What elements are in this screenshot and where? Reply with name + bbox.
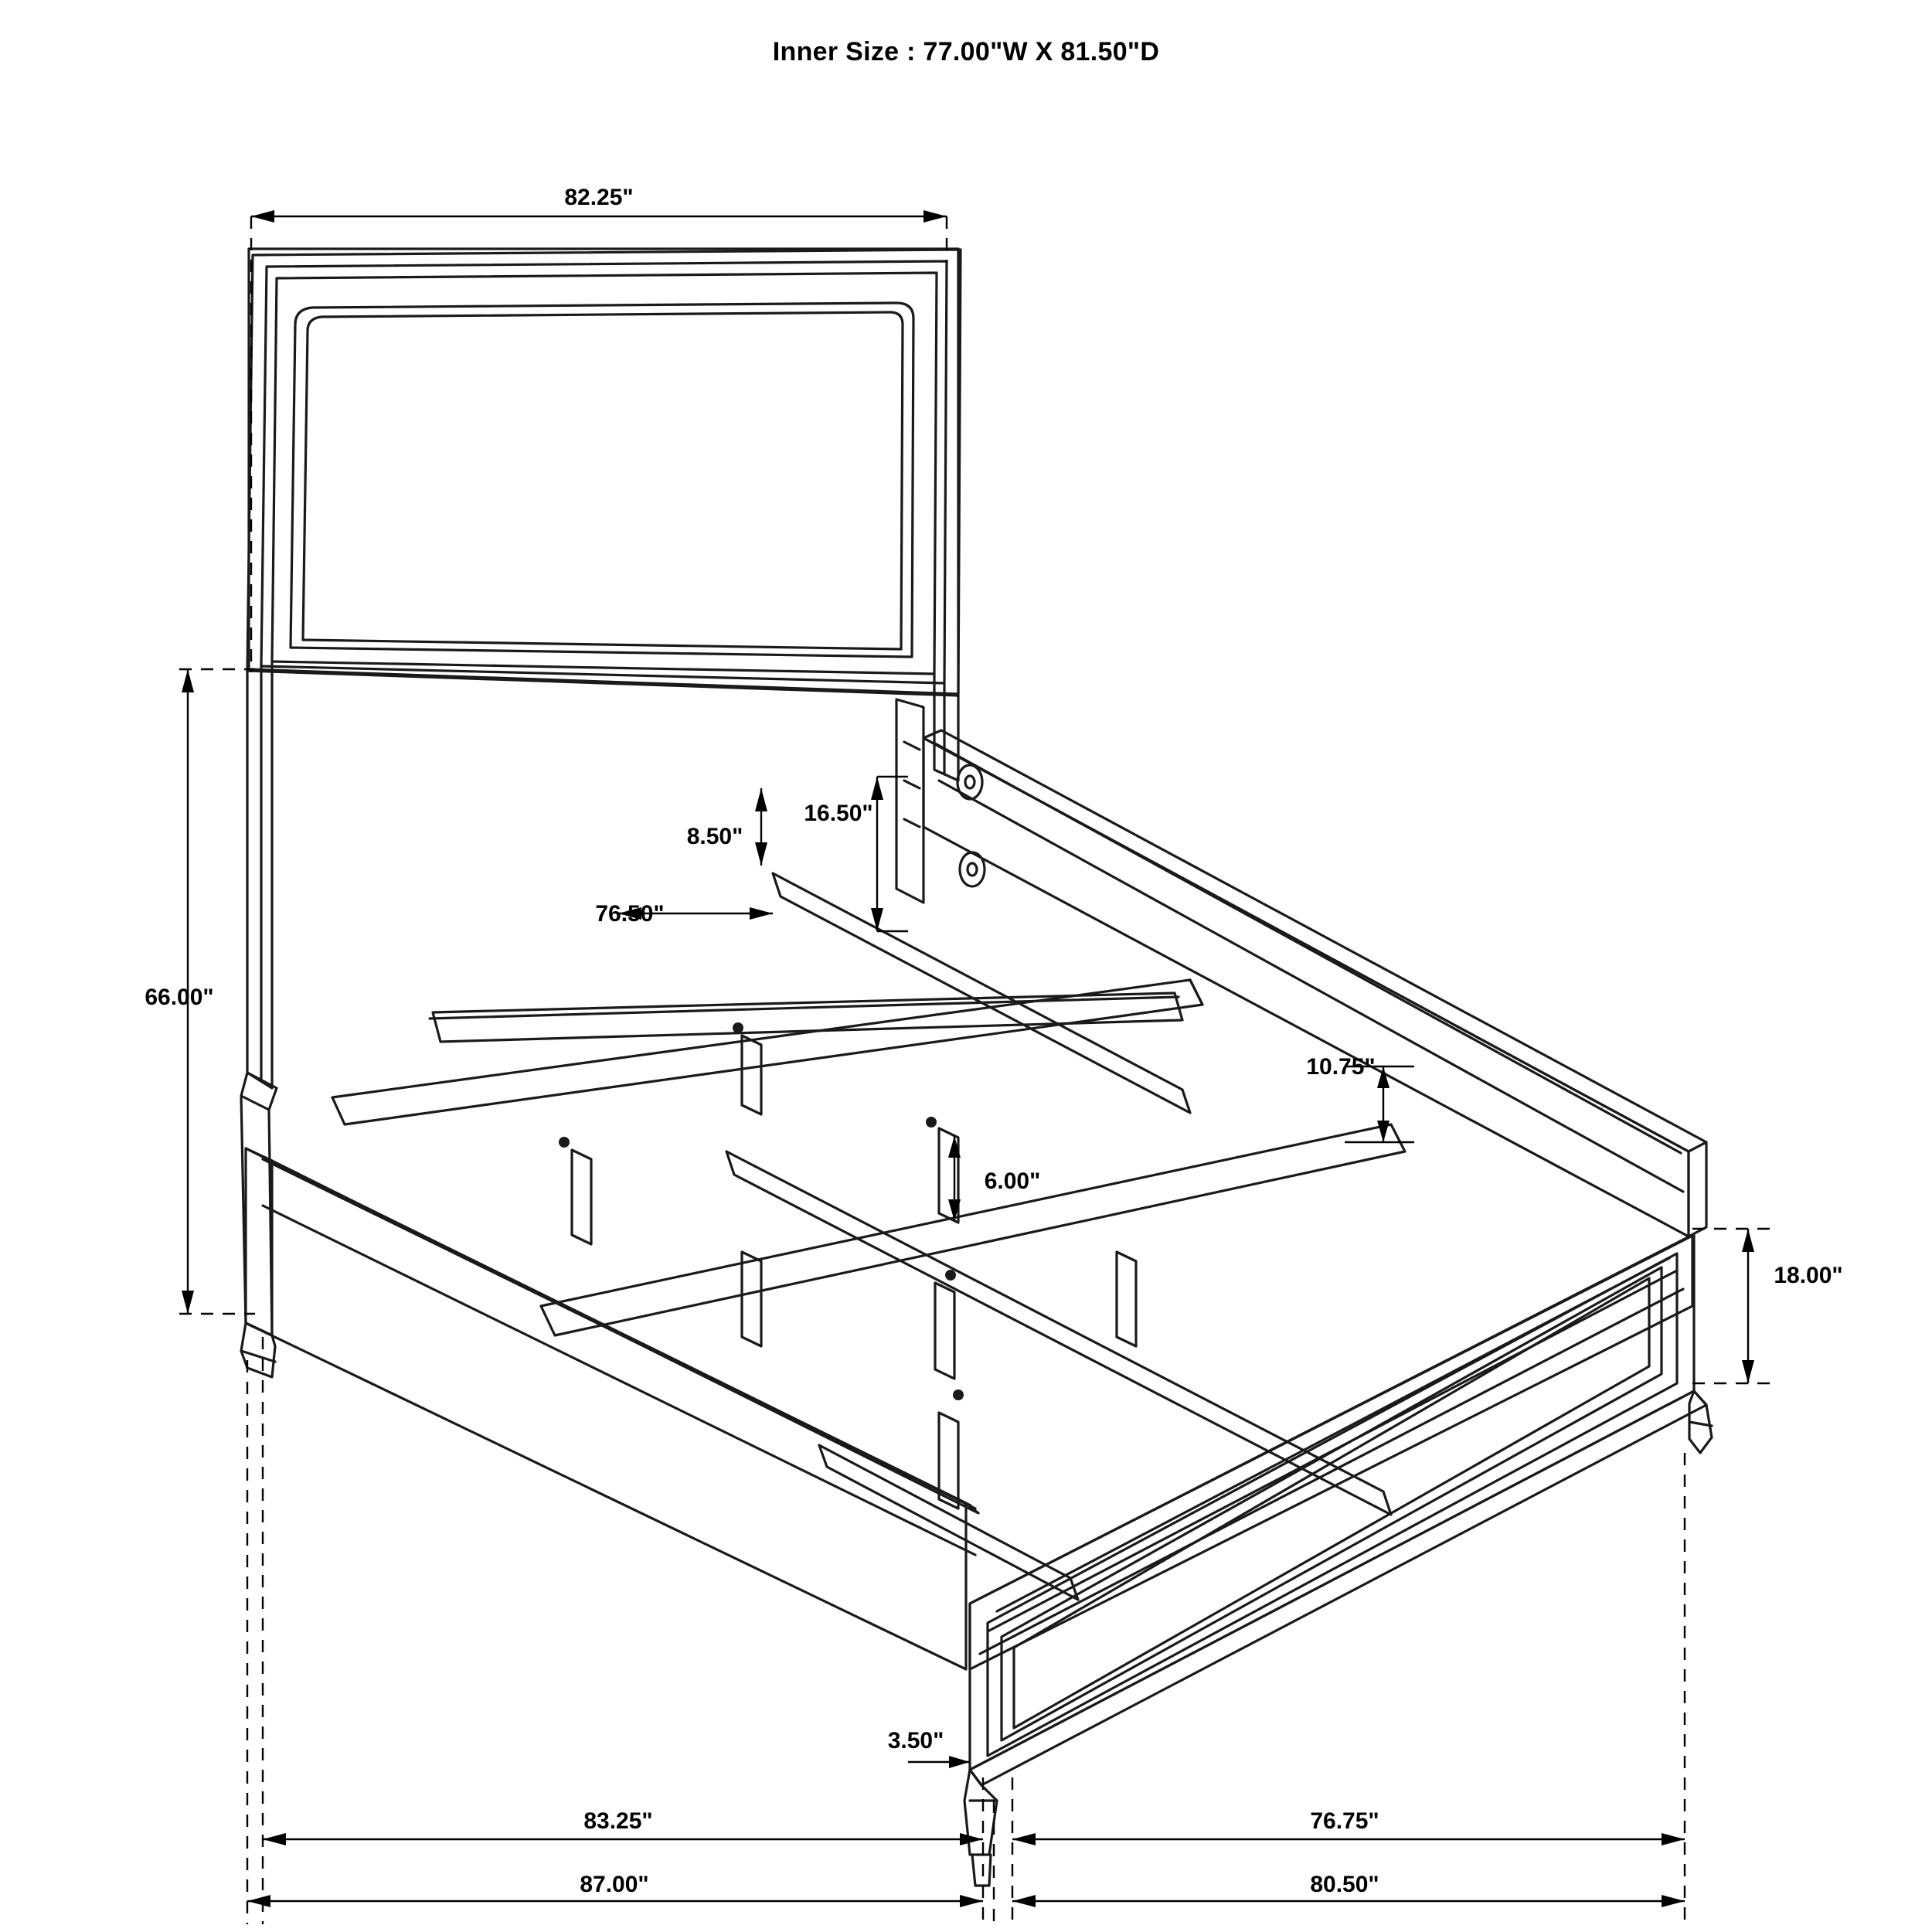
dim-label-80-50: 80.50" <box>1310 1872 1379 1897</box>
dim-label-18-00: 18.00" <box>1774 1263 1843 1288</box>
dim-label-87-00: 87.00" <box>580 1872 649 1897</box>
dim-label-8-50: 8.50" <box>686 824 743 849</box>
dim-label-83-25: 83.25" <box>583 1808 653 1834</box>
dim-label-16-50: 16.50" <box>804 801 873 826</box>
dim-label-76-50: 76.50" <box>595 901 665 927</box>
dim-label-82-25: 82.25" <box>564 185 634 210</box>
dim-label-6-00: 6.00" <box>984 1168 1041 1194</box>
dim-label-66-00: 66.00" <box>145 985 214 1010</box>
dim-label-76-75: 76.75" <box>1310 1808 1379 1834</box>
dim-label-10-75: 10.75" <box>1306 1054 1376 1080</box>
dim-label-3-50: 3.50" <box>887 1728 944 1753</box>
page-title: Inner Size : 77.00"W X 81.50"D <box>772 37 1160 66</box>
